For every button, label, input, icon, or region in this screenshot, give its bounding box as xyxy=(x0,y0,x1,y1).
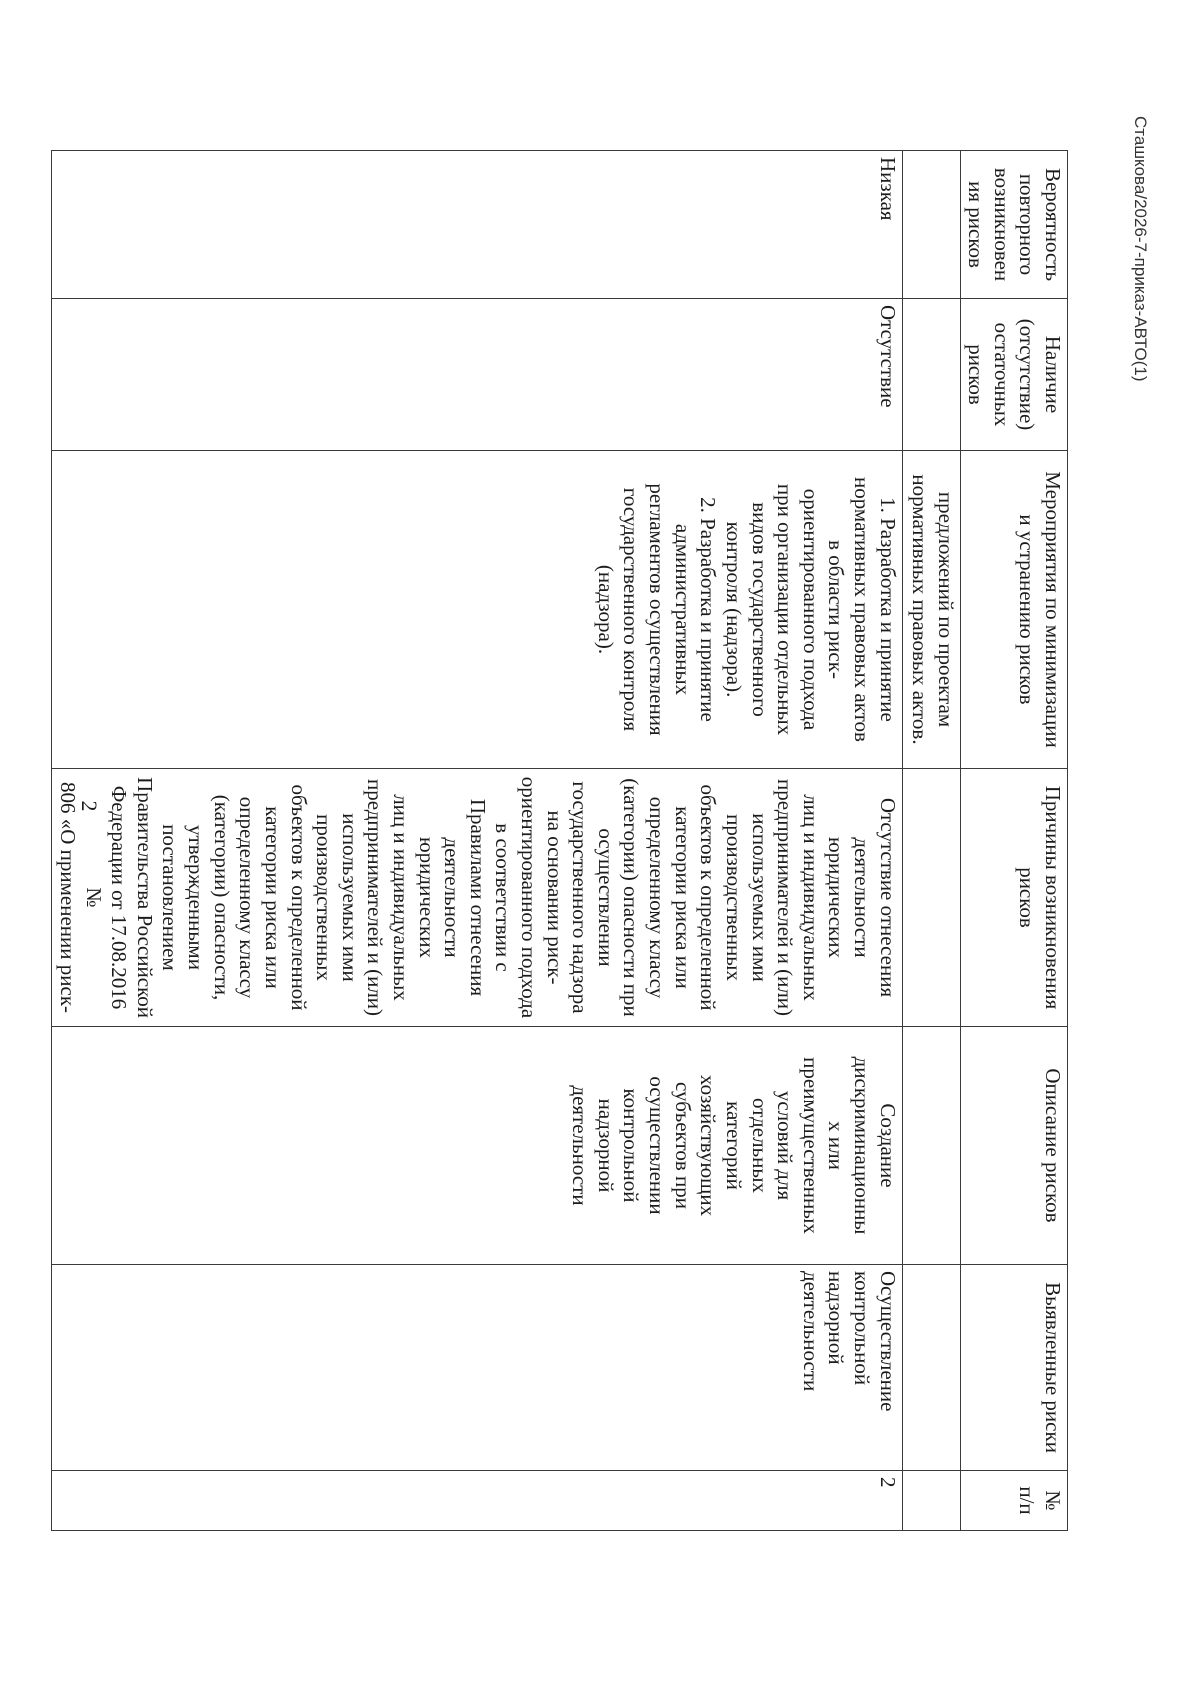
cell-identified: Осуществление контрольной надзорной деятельности xyxy=(52,1265,902,1471)
risk-table xyxy=(51,150,1068,1531)
document-id: Сташкова/2026-7-приказ-АВТО(1) xyxy=(1131,116,1150,382)
continuation-row xyxy=(902,151,960,1531)
header-row xyxy=(960,151,1067,1531)
table-row xyxy=(52,151,902,1531)
cell-number: 2 xyxy=(52,1471,902,1531)
cell-probability: Низкая xyxy=(52,151,902,299)
header-description: Описание рисков xyxy=(960,1027,1067,1265)
continuation-measures: предложений по проектам нормативных правовых актов. xyxy=(902,451,960,769)
cell-measures: 1. Разработка и принятие нормативных правовых актов в области риск- ориентированного подхода при организации отдельных видов государственного контроля (надзора). 2. Разработка и принятие административных регламентов осуществления государственного контроля (надзора). xyxy=(52,451,902,769)
header-residual: Наличие (отсутствие) остаточных рисков xyxy=(960,299,1067,451)
header-number: № п/п xyxy=(960,1471,1067,1531)
page-number: 2 xyxy=(77,800,102,812)
cell-causes: Отсутствие отнесения деятельности юридических лиц и индивидуальных предпринимателей и (или) используемых ими производственных объектов к определенной категории риска или определенному классу (категории) опасности при осуществлении государственного надзора на основании риск- ориентированного подхода в соответствии с Правилами отнесения деятельности юридических лиц и индивидуальных предпринимателей и (или) используемых ими производственных объектов к определенной категории риска или определенному классу (категории) опасности, утвержденными постановлением Правительства Российской Федерации от 17.08.2016 № 806 «О применении риск- xyxy=(52,769,902,1027)
header-causes: Причины возникновения рисков xyxy=(960,769,1067,1027)
header-measures: Мероприятия по минимизации и устранению рисков xyxy=(960,451,1067,769)
cell-residual: Отсутствие xyxy=(52,299,902,451)
header-identified: Выявленные риски xyxy=(960,1265,1067,1471)
cell-description: Создание дискриминационны х или преимущественных условий для отдельных категорий хозяйствующих субъектов при осуществлении контрольной надзорной деятельности xyxy=(52,1027,902,1265)
header-probability: Вероятность повторного возникновен ия рисков xyxy=(960,151,1067,299)
